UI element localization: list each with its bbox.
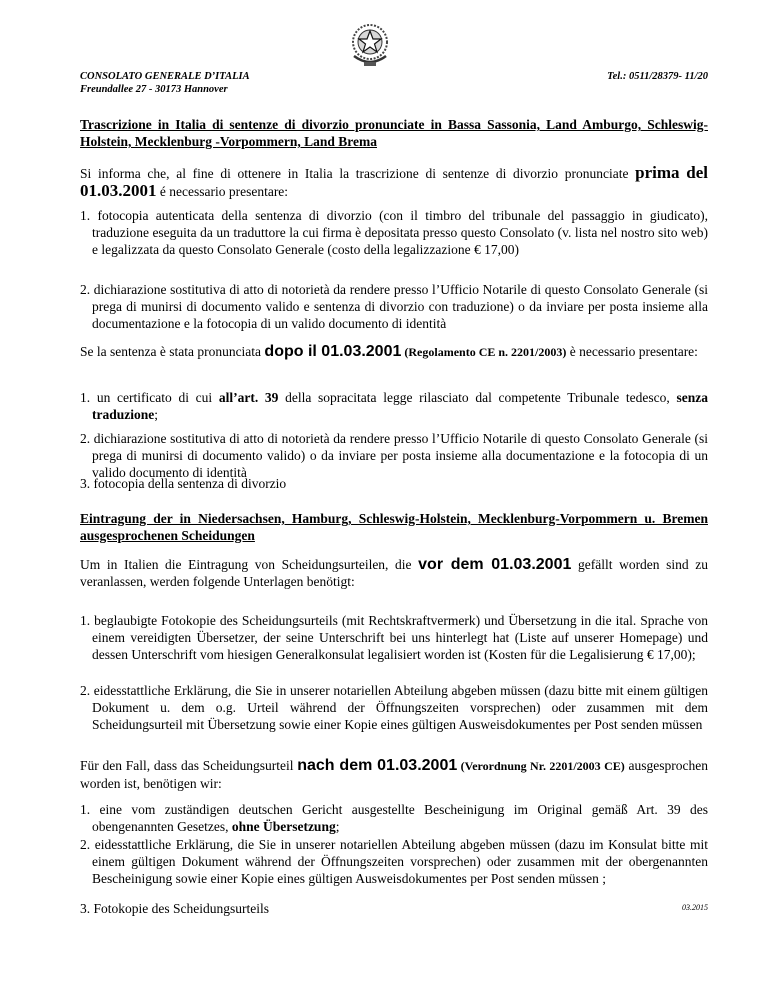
german-section-title: Eintragung der in Niedersachsen, Hamburg, Schleswig-Holstein, Mecklenburg-Vorpommern u. Bremen ausgesprochenen Scheidungen — [80, 511, 708, 543]
italian-after-intro: Se la sentenza è stata pronunciata dopo il 01.03.2001 (Regolamento CE n. 2201/2003) è necessario presentare: — [80, 343, 698, 360]
list-item: 1. fotocopia autenticata della sentenza di divorzio (con il timbro del tribunale del passaggio in giudicato), traduzione eseguita da un traduttore la cui firma è depositata presso questo Consolato (v. lista nel nostro sito web) e legalizzata da questo Consolato Generale (costo della legalizzazione € 17,00) — [80, 208, 708, 257]
list-item: 2. dichiarazione sostitutiva di atto di notorietà da rendere presso l’Ufficio Notarile di questo Consolato Generale (si prega di munirsi di documento valido e sentenza di divorzio con traduzione) o da inviare per posta insieme alla documentazione e la fotocopia di un valido documento di identità — [80, 282, 708, 331]
list-item: 3. Fotokopie des Scheidungsurteils — [80, 901, 269, 916]
list-item: 1. beglaubigte Fotokopie des Scheidungsurteils (mit Rechtskraftvermerk) und Übersetzung in die ital. Sprache von einem vereidigten Übersetzer, der seine Unterschrift bei uns hinterlegt hat (Liste auf unserer Homepage) und dessen Unterschrift vom hiesigen Generalkonsulat legalisiert worden ist (Kosten für die Legalisierung € 17,00); — [80, 613, 708, 662]
list-item: 3. fotocopia della sentenza di divorzio — [80, 476, 287, 491]
list-item: 1. un certificato di cui all’art. 39 della sopracitata legge rilasciato dal competente Tribunale tedesco, senza traduzione; — [80, 390, 708, 422]
german-intro: Um in Italien die Eintragung von Scheidungsurteilen, die vor dem 01.03.2001 gefällt worden sind zu veranlassen, werden folgende Unterlagen benötigt: — [80, 556, 709, 589]
list-item: 2. dichiarazione sostitutiva di atto di notorietà da rendere presso l’Ufficio Notarile di questo Consolato Generale (si prega di munirsi di documento valido) o da inviare per posta insieme alla documentazione e la fotocopia di un valido documento di identità — [80, 431, 708, 480]
highlight-date-before: del 01.03.2001 — [80, 163, 708, 200]
consulate-address: Freundallee 27 - 30173 Hannover — [80, 84, 228, 95]
german-after-intro: Für den Fall, dass das Scheidungsurteil nach dem 01.03.2001 (Verordnung Nr. 2201/2003 CE) ausgesprochen worden ist, benötigen wir: — [80, 757, 708, 791]
highlight-date-after: nach dem 01.03.2001 — [297, 757, 458, 774]
highlight-prima: prima — [635, 163, 680, 182]
document-date: 03.2015 — [682, 903, 708, 912]
list-item: 2. eidesstattliche Erklärung, die Sie in unserer notariellen Abteilung abgeben müssen (dazu im Konsulat bitte mit einem gültigen Dokument während der Öffnungszeiten vorsprechen) oder zusammen mit der obergenannten Bescheinigung sowie einer Kopie eines gültigen Ausweisdokumentes per Post senden müssen ; — [80, 837, 708, 886]
highlight-date-after: dopo il 01.03.2001 — [264, 343, 402, 360]
list-item: 1. eine vom zuständigen deutschen Gericht ausgestellte Bescheinigung im Original gemäß Art. 39 des obengenannten Gesetzes, ohne Übersetzung; — [80, 802, 708, 834]
italian-section-title: Trascrizione in Italia di sentenze di divorzio pronunciate in Bassa Sassonia, Land Amburgo, Schleswig-Holstein, Mecklenburg -Vorpommern, Land Brema — [80, 117, 708, 149]
italian-republic-emblem — [348, 22, 392, 70]
list-item: 2. eidesstattliche Erklärung, die Sie in unserer notariellen Abteilung abgeben müssen (dazu bitte mit einem gültigen Dokument u. dem o.g. Urteil während der Öffnungszeiten vorsprechen) oder zusammen mit dem Scheidungsurteil mit Übersetzung sowie einer Kopie eines gültigen Ausweisdokumentes per Post senden müssen — [80, 683, 708, 732]
consulate-header — [80, 70, 250, 96]
phone-number: Tel.: 0511/28379- 11/20 — [607, 71, 708, 82]
highlight-date-before: vor dem 01.03.2001 — [418, 556, 572, 573]
consulate-name: CONSOLATO GENERALE D’ITALIA — [80, 71, 250, 82]
italian-intro: Si informa che, al fine di ottenere in Italia la trascrizione di sentenze di divorzio pronunciate prima del 01.03.2001 é necessario presentare: — [80, 163, 708, 200]
